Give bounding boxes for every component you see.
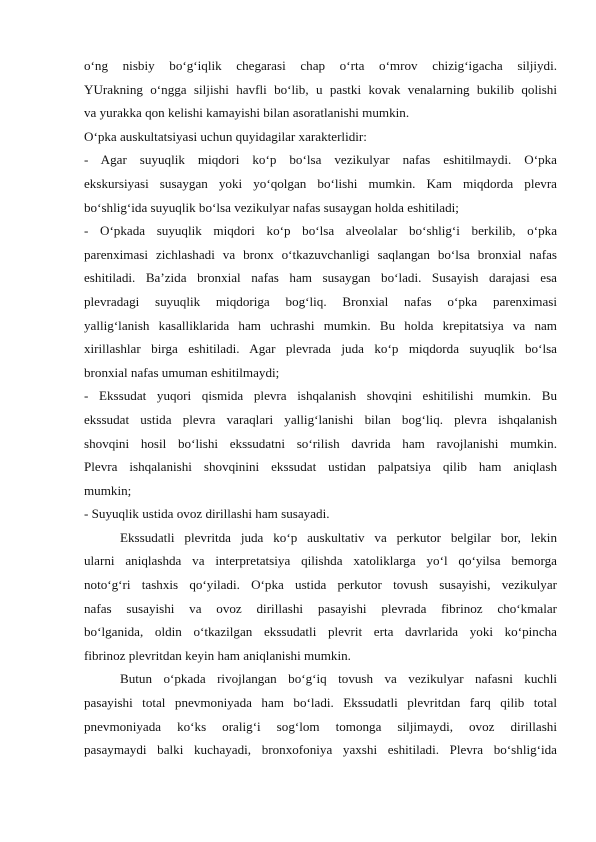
text-line: O‘pka auskultatsiyasi uchun quyidagilar xarakterlidir: [84,128,367,144]
text-line: pasayishi total pnevmoniyada ham bo‘ladi. Ekssudatli plevritdan farq qilib total [84,695,557,711]
text-line: xirillashlar birga eshitiladi. Agar plevrada juda ko‘p miqdorda suyuqlik bo‘lsa [84,341,557,357]
text-line: - Agar suyuqlik miqdori ko‘p bo‘lsa vezikulyar nafas eshitilmaydi. O‘pka [84,152,557,168]
text-line: yallig‘lanish kasalliklarida ham uchrashi mumkin. Bu holda krepitatsiya va nam [84,317,557,333]
text-line: - Suyuqlik ustida ovoz dirillashi ham susayadi. [84,506,330,522]
text-line: mumkin; [84,482,132,498]
text-line: o‘ng nisbiy bo‘g‘iqlik chegarasi chap o‘rta o‘mrov chizig‘igacha siljiydi. [84,58,557,73]
text-line: Butun o‘pkada rivojlangan bo‘g‘iq tovush va vezikulyar nafasni kuchli [120,671,557,687]
text-line: ekskursiyasi susaygan yoki yo‘qolgan bo‘lishi mumkin. Kam miqdorda plevra [84,175,557,191]
text-line: - Ekssudat yuqori qismida plevra ishqalanish shovqini eshitilishi mumkin. Bu [84,388,557,404]
paragraph [84,526,557,668]
text-line: - O‘pkada suyuqlik miqdori ko‘p bo‘lsa alveolalar bo‘shlig‘i berkilib, o‘pka [84,223,557,239]
paragraph [84,502,557,526]
text-line: va yurakka qon kelishi kamayishi bilan asoratlanishi mumkin. [84,105,410,121]
text-line: bo‘shlig‘ida suyuqlik bo‘lsa vezikulyar nafas susaygan holda eshitiladi; [84,199,459,215]
text-line: shovqini hosil bo‘lishi ekssudatni so‘rilish davrida ham ravojlanishi mumkin. [84,435,557,451]
text-line: plevradagi suyuqlik miqdoriga bog‘liq. Bronxial nafas o‘pka parenximasi [84,293,557,309]
text-line: nafas susayishi va ovoz dirillashi pasayishi plevrada fibrinoz cho‘kmalar [84,600,557,616]
text-line: eshitiladi. Ba’zida bronxial nafas ham susaygan bo‘ladi. Susayish darajasi esa [84,270,557,286]
text-line: noto‘g‘ri tashxis qo‘yiladi. O‘pka ustida perkutor tovush susayishi, vezikulyar [84,577,557,593]
document-page [84,54,557,762]
text-line: Plevra ishqalanishi shovqinini ekssudat ustidan palpatsiya qilib ham aniqlash [84,459,557,475]
text-line: pnevmoniyada ko‘ks oralig‘i sog‘lom tomonga siljimaydi, ovoz dirillashi [84,718,557,734]
text-line: pasaymaydi balki kuchayadi, bronxofoniya yaxshi eshitiladi. Plevra bo‘shlig‘ida [84,742,557,758]
paragraph [84,148,557,219]
paragraph [84,384,557,502]
paragraph [84,54,557,125]
paragraph [84,125,557,149]
paragraph [84,219,557,384]
text-line: YUrakning o‘ngga siljishi havfli bo‘lib, u pastki kovak venalarning bukilib qolishi [84,81,557,97]
text-line: bronxial nafas umuman eshitilmaydi; [84,364,280,380]
text-line: ularni aniqlashda va interpretatsiya qilishda xatoliklarga yo‘l qo‘yilsa bemorga [84,553,557,569]
text-line: parenximasi zichlashadi va bronx o‘tkazuvchanligi saqlangan bo‘lsa bronxial nafas [84,246,557,262]
text-line: fibrinoz plevritdan keyin ham aniqlanishi mumkin. [84,647,351,663]
text-line: bo‘lganida, oldin o‘tkazilgan ekssudatli plevrit erta davrlarida yoki ko‘pincha [84,624,557,640]
text-line: ekssudat ustida plevra varaqlari yallig‘lanishi bilan bog‘liq. plevra ishqalanish [84,411,557,427]
text-line: Ekssudatli plevritda juda ko‘p auskultativ va perkutor belgilar bor, lekin [120,529,557,545]
paragraph [84,667,557,761]
